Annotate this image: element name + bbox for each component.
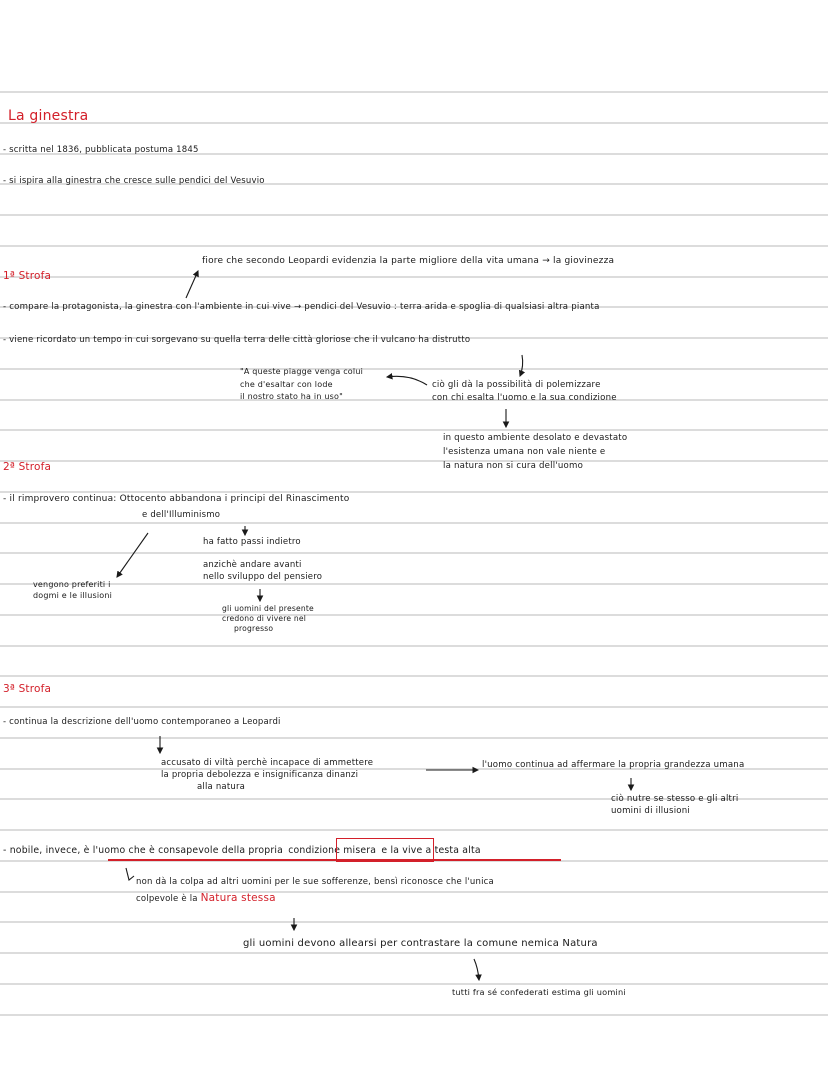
strofa-1-heading: 1ª Strofa [3,270,52,282]
desolate-note: in questo ambiente desolato e devastato l'esistenza umana non vale niente e la natura non si cura dell'uomo [443,433,628,471]
strofa-1-bullet-2: - viene ricordato un tempo in cui sorgevano su quella terra delle città gloriose che il vulcano ha distrutto [3,335,471,345]
strofa-3-heading: 3ª Strofa [3,683,52,695]
natura-stessa-red: Natura stessa [200,892,276,904]
arrow-diagonal-icon [117,533,148,577]
strofa-2-bullet-cont: e dell'Illuminismo [142,510,221,520]
arrow-hook-icon [126,868,134,880]
polemic-note: ciò gli dà la possibilità di polemizzare con chi esalta l'uomo e la sua condizione [432,380,617,403]
passi-indietro-note: ha fatto passi indietro [203,537,301,547]
illusioni-note: ciò nutre se stesso e gli altri uomini di illusioni [611,794,739,816]
andare-avanti-note: anzichè andare avanti nello sviluppo del pensiero [203,560,323,582]
grandezza-note: l'uomo continua ad affermare la propria grandezza umana [482,760,745,770]
intro-line-2: - si ispira alla ginestra che cresce sulle pendici del Vesuvio [3,176,265,186]
arrow-fiore-icon [186,271,198,298]
arrow-left-icon [387,376,427,385]
accusato-note: accusato di viltà perchè incapace di ammettere la propria debolezza e insignificanza dinanzi alla natura [161,758,374,792]
arrow-down-icon [520,355,523,376]
strofa-2-heading: 2ª Strofa [3,461,52,473]
intro-line-1: - scritta nel 1836, pubblicata postuma 1845 [3,145,199,155]
strofa-3-bullet: - continua la descrizione dell'uomo contemporaneo a Leopardi [3,717,281,727]
leopardi-quote: "A queste piagge venga colui che d'esaltar con lode il nostro stato ha in uso" [240,367,364,401]
arrow-down-icon [474,959,479,980]
strofa-2-bullet: - il rimprovero continua: Ottocento abbandona i principi del Rinascimento [3,494,350,504]
strofa-1-bullet-1: - compare la protagonista, la ginestra con l'ambiente in cui vive → pendici del Vesuvio : terra arida e spoglia di qualsiasi altra pianta [3,302,600,312]
confederati-note: tutti fra sé confederati estima gli uomini [452,987,626,997]
fiore-annotation: fiore che secondo Leopardi evidenzia la parte migliore della vita umana → la giovinezza [202,256,615,266]
condizione-misera-highlight: condizione misera [288,845,377,856]
colpa-line-1: non dà la colpa ad altri uomini per le sue sofferenze, bensì riconosce che l'unica [136,877,494,887]
colpa-line-2: colpevole è la Natura stessa [136,892,276,904]
dogmi-note: vengono preferiti i dogmi e le illusioni [33,580,113,600]
alleanza-note: gli uomini devono allearsi per contrastare la comune nemica Natura [243,938,598,949]
progresso-note: gli uomini del presente credono di vivere nel progresso [222,604,314,633]
page-title: La ginestra [8,108,89,124]
nobile-line: - nobile, invece, è l'uomo che è consapevole della propria condizione misera e la vive a testa alta [3,845,481,856]
